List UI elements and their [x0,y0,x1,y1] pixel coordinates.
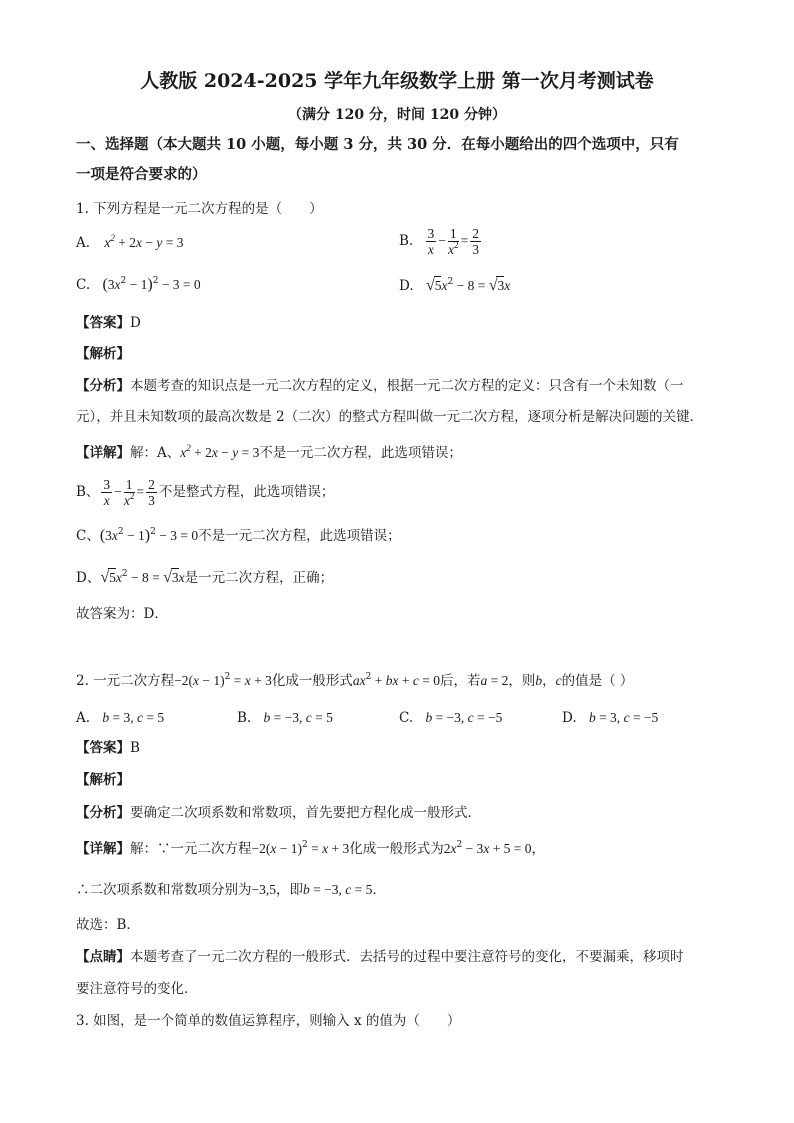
q1-fenxi-line1 [76,377,684,395]
section-heading-line1: 一、选择题（本大题共 10 小题，每小题 3 分，共 30 分．在每小题给出的四个选项中，只有 [76,136,679,153]
q1-option-b: B. $\frac{3}{x}$ − $\frac{1}{x^2}$ = $\frac{2}{3}$ [399,226,480,257]
q1-option-a-label: A. [76,235,91,251]
q1-option-b-label: B. [399,233,414,249]
q1-detail-a-prefix: 解：A、 [130,445,181,461]
q1-detail-c-suffix: 不是一元二次方程，此选项错误； [198,528,401,544]
q1-detail-b: B、 $\frac{3}{x}$ − $\frac{1}{x^2}$ = $\frac{2}{3}$ 不是整式方程，此选项错误； [76,477,335,508]
page-subtitle: （满分 120 分，时间 120 分钟） [288,107,506,123]
q2-detail: 【详解】解：∵一元二次方程$-2(x - 1)^2 = x + 3$化成一般形式为$2x^2 - 3x + 5 = 0$， [76,840,546,857]
q2-option-c-label: C. [399,710,414,726]
q2-option-d-label: D. [562,710,577,726]
q1-detail-c-prefix: C、 [76,528,100,544]
q1-option-d-label: D. [399,278,414,294]
q2-stem-part4: ，则 [508,673,536,689]
q1-detail-tag: 【详解】 [76,445,130,461]
q1-detail-d-prefix: D、 [76,570,101,586]
q1-stem: 1. 下列方程是一元二次方程的是（ ） [76,201,323,217]
q2-fenxi-tag: 【分析】 [76,805,130,821]
q1-conclusion: 故答案为：D． [76,606,168,622]
section-heading-line2: 一项是符合要求的） [76,166,207,183]
q2-answer-value: B [130,740,140,756]
q1-detail-d: D、$√5x^2 - 8 = √3x$是一元二次方程，正确； [76,569,334,586]
q2-analysis-tag: 【解析】 [76,772,130,788]
q1-detail-b-suffix: 不是整式方程，此选项错误； [158,484,335,500]
q2-answer-tag: 【答案】 [76,740,130,756]
q1-answer [76,314,141,332]
q1-detail-a: 【详解】解：A、$x^2 + 2x - y = 3$不是一元二次方程，此选项错误； [76,443,462,461]
q1-option-a: A. $x^2 + 2x - y = 3$ [76,233,184,251]
q2-answer [76,739,140,757]
q2-therefore-part2: ，即 [276,882,303,898]
q1-answer-value: D [130,315,141,331]
q1-option-d: D. $√5x^2 - 8 = √3x$ [399,277,511,294]
q1-answer-tag: 【答案】 [76,315,130,331]
q1-detail-a-suffix: 不是一元二次方程，此选项错误； [259,445,462,461]
q2-therefore-part3: ． [372,882,386,898]
q1-fenxi-text1: 本题考查的知识点是一元二次方程的定义，根据一元二次方程的定义：只含有一个未知数（一 [130,378,684,394]
q2-option-a: A. b = 3, c = 5 [76,710,165,726]
q2-option-b: B. b = −3, c = 5 [237,710,333,726]
q2-dianjing-text1: 本题考查了一元二次方程的一般形式．去括号的过程中要注意符号的变化，不要漏乘，移项时 [130,949,684,965]
q2-stem-part6: 的值是（ ） [561,673,634,689]
q2-option-c: C. b = −3, c = −5 [399,710,503,726]
q1-option-c-label: C. [76,277,91,293]
q1-detail-b-prefix: B、 [76,484,100,500]
q2-dianjing-line1 [76,948,684,966]
q2-detail-tag: 【详解】 [76,841,130,857]
q2-stem: 2. 一元二次方程$-2(x - 1)^2 = x + 3$化成一般形式$ax^2$ + bx + c = 0后，若a = 2，则b，c的值是（ ） [76,672,634,689]
q2-therefore-part1: ∴二次项系数和常数项分别为 [76,882,252,898]
q2-detail-part3: ， [531,841,546,857]
q1-detail-d-suffix: 是一元二次方程，正确； [184,570,334,586]
q2-dianjing-line2: 要注意符号的变化． [76,981,198,997]
q2-stem-part1: 2. 一元二次方程 [76,673,175,689]
q2-option-a-label: A. [76,710,91,726]
q1-option-c: C. $(3x^2 - 1)^2 - 3 = 0$ [76,276,201,293]
q2-stem-part2: 化成一般形式 [271,673,353,689]
q1-fenxi-tag: 【分析】 [76,378,130,394]
q2-stem-part3: 后，若 [439,673,481,689]
q2-option-d: D. b = 3, c = −5 [562,710,659,726]
q2-fenxi [76,804,481,822]
q2-therefore: ∴二次项系数和常数项分别为−3,5，即b = −3, c = 5． [76,882,386,898]
q2-dianjing-tag: 【点睛】 [76,949,130,965]
page-title: 人教版 2024-2025 学年九年级数学上册 第一次月考测试卷 [140,70,654,92]
q3-stem: 3. 如图，是一个简单的数值运算程序，则输入 x 的值为（ ） [76,1013,461,1029]
q1-analysis-tag: 【解析】 [76,346,130,362]
q1-detail-c: C、$(3x^2 - 1)^2 - 3 = 0$不是一元二次方程，此选项错误； [76,527,401,544]
q2-detail-part1: 解：∵一元二次方程 [130,841,252,857]
q2-option-b-label: B. [237,710,252,726]
q2-detail-part2: 化成一般形式为 [349,841,444,857]
q1-fenxi-line2: 元），并且未知数项的最高次数是 2（二次）的整式方程叫做一元二次方程，逐项分析是解决问题的关键． [76,409,704,425]
q2-fenxi-text: 要确定二次项系数和常数项，首先要把方程化成一般形式． [130,805,481,821]
q2-conclusion: 故选：B． [76,917,140,933]
q2-stem-part5: ， [542,673,556,689]
